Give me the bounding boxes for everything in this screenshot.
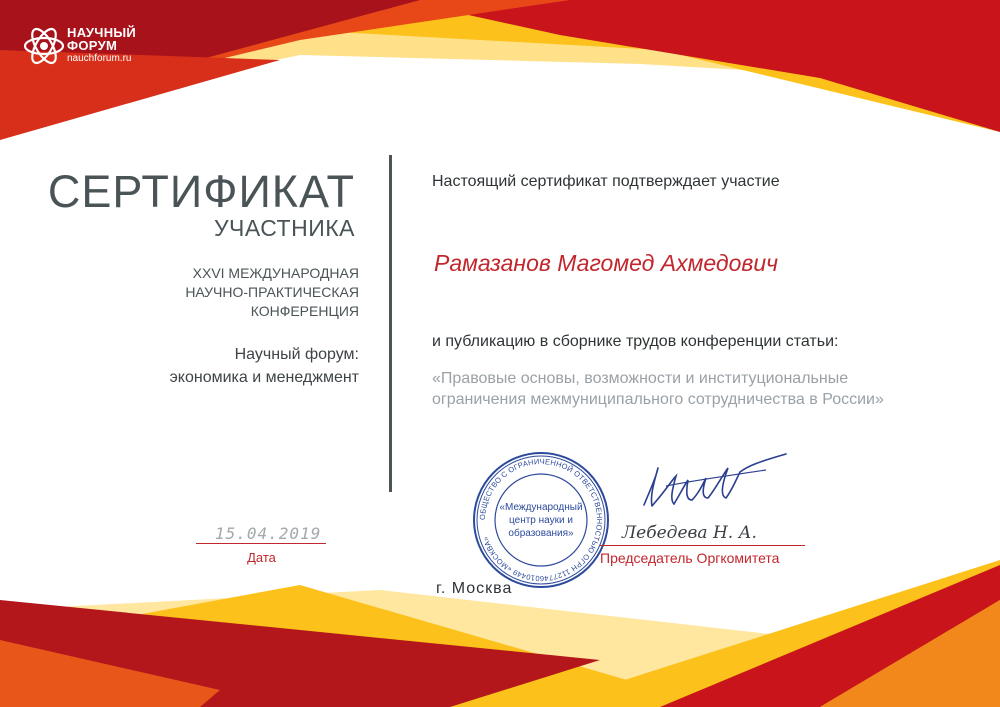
stamp-center-line: центр науки и bbox=[509, 515, 573, 526]
city: г. Москва bbox=[436, 580, 513, 597]
stamp-center-line: «Международный bbox=[499, 502, 583, 513]
organization-stamp bbox=[468, 450, 614, 590]
certificate-title: СЕРТИФИКАТ bbox=[47, 166, 355, 217]
certificate-subtitle: УЧАСТНИКА bbox=[213, 215, 355, 241]
date-label: Дата bbox=[247, 550, 276, 565]
stamp-ring-text: ОБЩЕСТВО С ОГРАНИЧЕННОЙ ОТВЕТСТВЕННОСТЬЮ ОГРН 1127746010449 «МОСКВА» bbox=[477, 456, 605, 584]
signer-title: Председатель Оргкомитета bbox=[600, 550, 780, 566]
article-title bbox=[432, 368, 884, 410]
logo-text-line1: НАУЧНЫЙ bbox=[67, 25, 137, 40]
article-title-line: «Правовые основы, возможности и институциональные bbox=[432, 370, 849, 387]
publication-text: и публикацию в сборнике трудов конференции статьи: bbox=[432, 333, 839, 350]
forum-line: экономика и менеджмент bbox=[169, 369, 359, 386]
logo-website: nauchforum.ru bbox=[67, 53, 132, 64]
conference-line: XXVI МЕЖДУНАРОДНАЯ bbox=[192, 265, 359, 281]
handwritten-signature bbox=[636, 450, 796, 525]
stamp-center-line: образования» bbox=[508, 528, 574, 539]
forum-line: Научный форум: bbox=[234, 346, 359, 363]
logo bbox=[22, 24, 192, 74]
vertical-divider bbox=[389, 155, 392, 492]
confirmation-text: Настоящий сертификат подтверждает участие bbox=[432, 173, 780, 190]
conference-line: КОНФЕРЕНЦИЯ bbox=[250, 303, 359, 319]
article-title-line: ограничения межмуниципального сотрудничества в России» bbox=[432, 391, 884, 408]
signer-name: Лебедева Н. А. bbox=[622, 523, 757, 543]
signature-underline bbox=[600, 545, 805, 546]
forum-name bbox=[170, 343, 359, 389]
participant-name: Рамазанов Магомед Ахмедович bbox=[434, 250, 779, 276]
conference-name bbox=[185, 264, 359, 321]
date-underline bbox=[196, 543, 326, 544]
atom-icon bbox=[22, 24, 66, 68]
logo-text-line2: ФОРУМ bbox=[67, 38, 118, 53]
conference-line: НАУЧНО-ПРАКТИЧЕСКАЯ bbox=[185, 284, 359, 300]
date-value: 15.04.2019 bbox=[215, 524, 322, 543]
